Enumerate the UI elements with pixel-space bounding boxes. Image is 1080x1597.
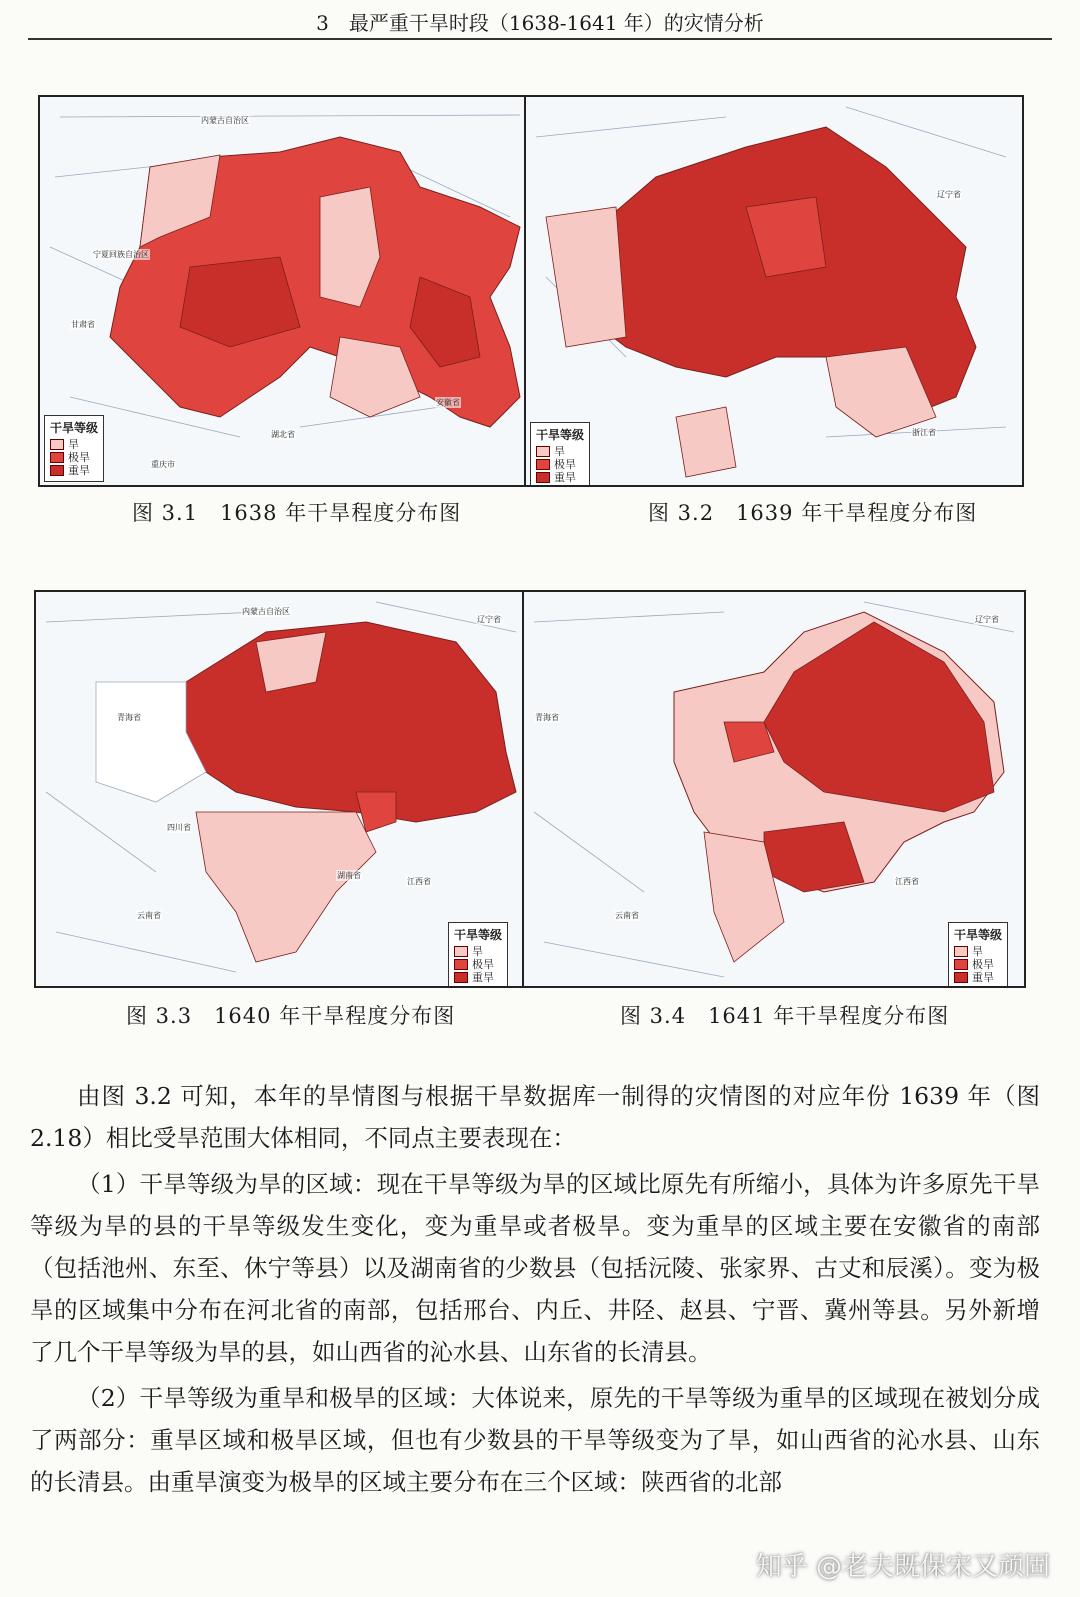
running-header: 3 最严重干旱时段（1638-1641 年）的灾情分析 [28, 8, 1052, 40]
legend-item: 重旱 [954, 971, 1002, 984]
map-label: 江西省 [895, 877, 919, 886]
map-label: 江西省 [407, 877, 431, 886]
legend-item: 重旱 [454, 971, 502, 984]
figure-caption: 图 3.2 1639 年干旱程度分布图 [648, 501, 978, 525]
map-label: 浙江省 [912, 428, 936, 437]
figure-caption: 图 3.1 1638 年干旱程度分布图 [132, 501, 462, 525]
paragraph: （2）干旱等级为重旱和极旱的区域：大体说来，原先的干旱等级为重旱的区域现在被划分成了两部分：重旱区域和极旱区域，但也有少数县的干旱等级变为了旱，如山西省的沁水县、山东的长清县。由重旱演变为极旱的区域主要分布在三个区域：陕西省的北部 [30, 1384, 1040, 1496]
legend-item: 旱 [536, 445, 584, 458]
legend-item: 重旱 [50, 464, 98, 477]
legend-title: 干旱等级 [536, 428, 585, 442]
legend-item: 极旱 [954, 958, 1002, 971]
legend-title: 干旱等级 [50, 421, 99, 435]
map-1639 [524, 95, 1024, 487]
map-label: 重庆市 [151, 460, 175, 469]
paragraph: 由图 3.2 可知，本年的旱情图与根据干旱数据库一制得的灾情图的对应年份 1639 年（图 2.18）相比受旱范围大体相同，不同点主要表现在： [30, 1082, 1040, 1152]
watermark: 知乎 @老夫既保宋又顽固 [755, 1552, 1050, 1582]
legend-item: 极旱 [454, 958, 502, 971]
map-legend [44, 415, 104, 482]
legend-item: 极旱 [50, 451, 98, 464]
map-label: 青海省 [117, 713, 141, 722]
paragraph: （1）干旱等级为旱的区域：现在干旱等级为旱的区域比原先有所缩小，具体为许多原先干旱等级为旱的县的干旱等级发生变化，变为重旱或者极旱。变为重旱的区域主要在安徽省的南部（包括池州、东至、休宁等县）以及湖南省的少数县（包括沅陵、张家界、古丈和辰溪）。变为极旱的区域集中分布在河北省的南部，包括邢台、内丘、井陉、赵县、宁晋、冀州等县。另外新增了几个干旱等级为旱的县，如山西省的沁水县、山东省的长清县。 [30, 1170, 1040, 1366]
legend-item: 旱 [954, 945, 1002, 958]
figure-caption: 图 3.4 1641 年干旱程度分布图 [620, 1004, 950, 1028]
map-1641 [522, 590, 1026, 988]
map-label: 内蒙古自治区 [242, 607, 290, 616]
map-label: 青海省 [535, 713, 559, 722]
map-label: 四川省 [167, 823, 191, 832]
map-label: 辽宁省 [937, 190, 961, 199]
map-label: 安徽省 [436, 398, 460, 407]
map-label: 云南省 [615, 911, 639, 920]
legend-title: 干旱等级 [454, 928, 503, 942]
map-label: 宁夏回族自治区 [93, 250, 149, 259]
map-legend [530, 422, 590, 487]
map-label: 内蒙古自治区 [201, 116, 249, 125]
map-label: 云南省 [137, 911, 161, 920]
figure-caption: 图 3.3 1640 年干旱程度分布图 [126, 1004, 456, 1028]
legend-item: 旱 [50, 438, 98, 451]
legend-item: 旱 [454, 945, 502, 958]
map-label: 辽宁省 [975, 615, 999, 624]
map-label: 甘肃省 [71, 320, 95, 329]
legend-title: 干旱等级 [954, 928, 1003, 942]
map-1638 [38, 95, 528, 487]
map-label: 辽宁省 [477, 615, 501, 624]
map-label: 湖南省 [337, 871, 361, 880]
map-1640 [34, 590, 526, 988]
legend-item: 重旱 [536, 471, 584, 484]
map-legend [448, 922, 508, 988]
legend-item: 极旱 [536, 458, 584, 471]
body-text [30, 1075, 1040, 1507]
map-legend [948, 922, 1008, 988]
map-label: 湖北省 [271, 430, 295, 439]
